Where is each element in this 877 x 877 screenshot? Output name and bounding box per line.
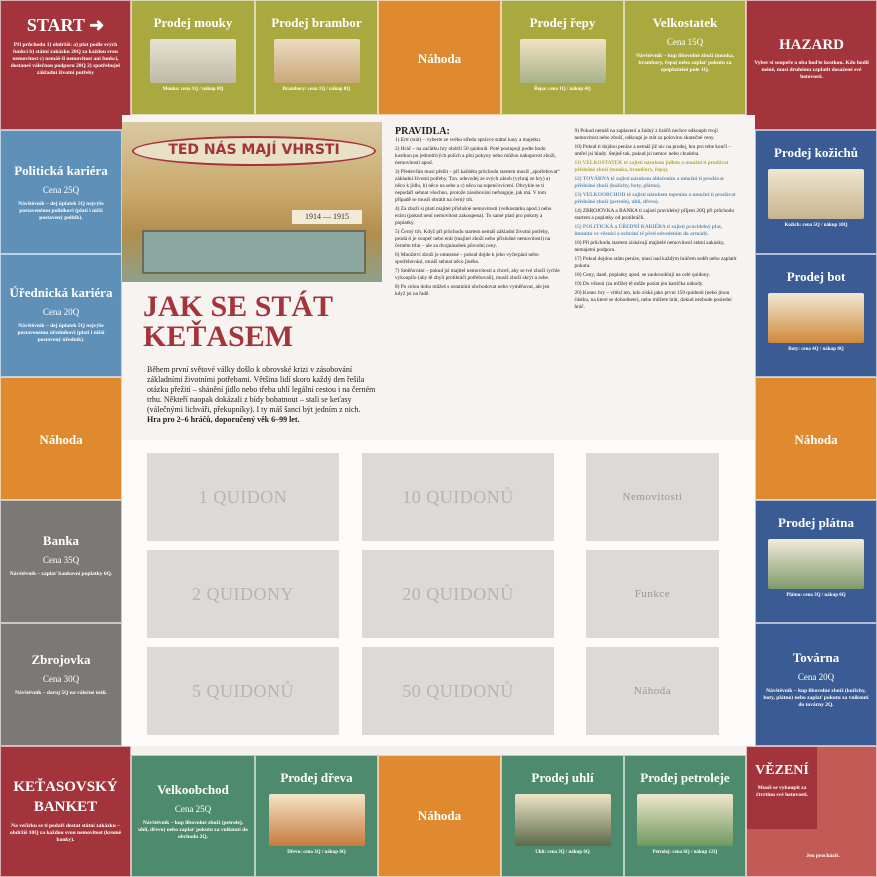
square-description: Návštěvník – kup libovolné zboží (kožichy, boty, plátno) nebo zaplať pokutu za vniknutí do továrny 2Q. [763,688,869,708]
square-politicka-kariera[interactable] [0,130,122,254]
square-banka[interactable] [0,500,122,623]
square-title: Prodej plátna [778,515,854,530]
rule-item: 16) Při průchodu startem získávají majitelé nemovitostí státní zakázky, nemajetní podporu. [574,240,725,253]
start-title: START [26,15,85,35]
square-price: Cena 20Q [797,672,835,682]
rule-item: 9) Pokud nemáš na zaplacení a žádný z hráčů nechce odkoupit tvoji nemovitost nebo zboží, odkoupí je stát za polovinu skutečné ceny. [574,128,718,141]
flour-sacks-illustration [150,39,236,83]
arrow-right-icon: ➜ [89,15,105,35]
square-description: Návštěvník – daruj 5Q na válečné úsilí. [15,690,107,696]
rules-block [395,128,740,311]
square-nahoda-top[interactable] [378,0,501,115]
rule-item: 15) POLITICKÁ a ÚŘEDNÍ KARIÉRA ti zajistí pravidelný plat, imunitu ve věznici a ochrání tě před odvedením do armády. [574,224,723,237]
square-price: Cena 20Q [42,307,80,317]
square-ketasovsky-banket[interactable] [0,746,131,877]
rule-item: 11) VELKOSTATEK tě zajistí nárokem jídlem a umožní ti prodávat příslušné zboží (mouka, brambory, řepa). [574,160,729,173]
square-caption: Mouka: cena 1Q / nákup 8Q [162,87,224,92]
oil-bottles-illustration [637,794,733,846]
rule-item: 13) VELKOOBCHOD tě zajistí nárokem topením a umožní ti prodávat příslušné zboží (petrolej, uhlí, dřevo). [574,192,736,205]
start-square[interactable] [0,0,131,130]
square-description: Návštěvník – kup libovolné zboží (mouka, brambory, řepa) nebo zaplať pokutu za zpoplatnění pole 1Q. [635,53,735,73]
square-price: Cena 25Q [42,185,80,195]
square-title: Banka [42,533,80,548]
stack-funkce[interactable]: Funkce [586,550,719,638]
square-title: Prodej mouky [153,15,233,30]
poster-banner: TED NÁS MAJÍ VHRSTI [132,136,376,166]
propaganda-poster-illustration [122,122,382,282]
rule-item: 10) Pokud ti dojdou peníze a nemáš již nic na prodej, hra pro tebe končí – umřel jsi hlady. Stejně tak, pokud jsi nemoc nebo chudoba. [574,144,732,157]
square-description: Musíš se vykoupit za čtvrtinu své hotovosti. [756,785,808,798]
square-title: Zbrojovka [31,652,91,667]
intro-text: Během první světové války došlo k obrovské krizi v zásobování základními životními potřebami. Většina lidí skoro každý den řešila otázku přežití – shánění jídlo nebo třeba uhlí legální cestou i na černém trhu. Někteří naopak dokázali z bídy bohatnout – stali se keťasy (válečnými lichváři, překupníky). I ty máš šanci být jedním z nich. [147,365,376,414]
square-velkoobchod[interactable] [131,755,255,877]
rule-item: 14) ZBROJOVKA a BANKA ti zajistí pravidelný příjem 20Q při průchodu startem a poplatky od protihráčů. [574,208,734,221]
square-nahoda-right[interactable] [755,377,877,500]
square-caption: Petrolej: cena 6Q / nákup 12Q [652,850,718,855]
rule-item: 17) Pokud dojdou státu peníze, musí nad každým hráčem sedět nebo zaplatit pokutu. [574,256,737,269]
square-title: Prodej bot [786,269,846,284]
square-title: Prodej petroleje [640,770,730,785]
square-description: Návštěvník – dej úplatek 5Q nejvýše postavenému politikovi (platí i nižší postavený politik). [18,201,104,221]
square-prodej-bot[interactable] [755,254,877,377]
rule-item: 7) Směňování – pokud jsi majitel nemovitosti a chceš, aby se tvé zboží rychle vykoupilo (aby tě zbylí protihráči potřebovali), musíš zboží skrýt u sebe. [395,268,560,281]
stack-20-quidonu[interactable]: 20 QUIDONŮ [362,550,554,638]
coal-cart-illustration [515,794,611,846]
rule-item: 4) Za zboží si platí majitel příslušné nemovitosti (velkostatku apod.) nebo eráru (pokud není nemovitost zakoupena). To samé platí pro pokuty a poplatky. [395,206,552,226]
rule-item: 6) Množství zboží je omezené – pokud dojde k jeho vyčerpání nebo spotřebování, musíš sehnat něco jiného. [395,252,539,265]
square-title: Továrna [792,650,840,665]
game-title-line1: JAK SE STÁT [143,290,334,323]
cloth-roll-illustration [768,539,864,589]
rules-title: PRAVIDLA: [395,126,450,137]
square-title: Prodej brambor [271,15,362,30]
stack-2-quidony[interactable]: 2 QUIDONY [147,550,339,638]
square-caption: Boty: cena 4Q / nákup 8Q [788,347,844,352]
square-caption: Kožich: cena 5Q / nákup 10Q [784,223,848,228]
game-intro [147,365,377,425]
game-title [143,292,333,352]
square-title: Prodej dřeva [280,770,353,785]
rule-item: 19) Do vězení (za mříže) tě může poslat jen kartička náhody. [574,281,704,287]
rule-item: 5) Černý trh. Když při průchodu startem nemáš základní životní potřeby, prodá ti je soupeř nebo erár (majitel zboží nebo příslušné nemovitosti) na černém trhu – ale za dvojnásobek původní ceny. [395,229,551,249]
square-price: Cena 25Q [174,804,212,814]
square-description: Návštěvník – kup libovolné zboží (petrolej, uhlí, dřevo) nebo zaplať pokutu za vniknutí do obchodu 2Q. [138,820,248,840]
square-nahoda-left[interactable] [0,377,122,500]
square-title: Prodej řepy [529,15,596,30]
square-description: Návštěvník – zaplať bankovní poplatky 6Q. [9,571,113,577]
square-title: Velkostatek [652,15,718,30]
square-title: KEŤASOVSKÝ BANKET [13,779,118,815]
square-title: HAZARD [778,37,844,53]
players-info: Hra pro 2–6 hráčů, doporučený věk 6–99 let. [147,415,300,424]
start-description: Při průchodu 1) obdržíš: a) plat podle svých funkcí b) státní zakázku 20Q za každou svou nemovitost c) nemáš-li nemovitost ani funkci, dostaneš válečnou podporu 20Q 2) spotřebuješ základní životní potřeby [10,42,121,76]
square-hazard[interactable] [746,0,877,130]
potatoes-illustration [274,39,360,83]
square-prodej-petroleje[interactable] [624,755,746,877]
game-title-line2: KEŤASEM [143,320,294,353]
fur-coat-illustration [768,169,864,219]
jail-inner-box [747,747,817,829]
boot-illustration [768,293,864,343]
square-urednicka-kariera[interactable] [0,254,122,377]
stack-nemovitosti[interactable]: Nemovitosti [586,453,719,541]
firewood-illustration [269,794,365,846]
square-velkostatek[interactable] [624,0,746,115]
square-caption: Uhlí: cena 3Q / nákup 6Q [535,850,590,855]
square-title: Náhoda [417,808,462,823]
square-title: Velkoobchod [157,782,229,797]
rule-item: 3) Především musí přežít – při každém průchodu startem musíš „spotřebovat“ základní životní potřeby. Tzn. odevzdej ze svých zásob (vyhraj ze hry) a) něco k jídlu, b) něco na sebe a c) něco na topení/svícení. Obvykle se ti nepodaří sehnat všechno, protože zásobování nefunguje, jak má. V tom případě se musíš obrátit na černý trh. [395,169,560,203]
square-title: Náhoda [39,432,83,447]
square-price: Cena 35Q [42,555,80,565]
square-prodej-brambor[interactable] [255,0,378,115]
square-title: Prodej kožichů [774,145,858,160]
rule-item: 2) Hráč – na začátku hry obdrží 50 quidonů. Poté postupují podle hodu kostkou po jednotlivých polích a plní pokyny nebo můžou nakupovat zboží, nemovitosti apod. [395,146,557,166]
square-caption: Dřevo: cena 3Q / nákup 6Q [287,850,346,855]
square-prodej-platna[interactable] [755,500,877,623]
square-vezeni[interactable] [746,746,877,877]
square-prodej-dreva[interactable] [255,755,378,877]
rule-item: 12) TOVÁRNA tě zajistí nárokem oblečením a umožní ti prodávat příslušné zboží (kožichy, boty, plátno). [574,176,724,189]
jail-passing-note: Jen procházíš. [806,853,840,859]
square-description: Návštěvník – dej úplatek 5Q nejvýše postavenému úředníkovi (platí i nižší postavený úředník). [17,323,105,343]
square-price: Cena 15Q [666,37,704,47]
square-tovarna[interactable] [755,623,877,746]
stack-nahoda[interactable]: Náhoda [586,647,719,735]
stack-5-quidonu[interactable]: 5 QUIDONŮ [147,647,339,735]
square-prodej-kozichu[interactable] [755,130,877,254]
square-title: Prodej uhlí [531,770,594,785]
square-nahoda-bottom[interactable] [378,755,501,877]
square-description: Vyber si soupeře a oba hoďte kostkou. Kdo hodil méně, musí druhému zaplatit dosažené své hotovosti. [754,60,869,80]
square-prodej-repy[interactable] [501,0,624,115]
square-prodej-mouky[interactable] [131,0,255,115]
square-prodej-uhli[interactable] [501,755,624,877]
rule-item: 8) Po celou dobu můžeš s ostatními obchodovat nebo vyměňovat, ale jen když jsi na řadě. [395,284,550,297]
square-zbrojovka[interactable] [0,623,122,746]
square-caption: Plátno: cena 3Q / nákup 6Q [786,593,846,598]
poster-years: 1914 — 1915 [292,210,362,224]
beet-harvest-illustration [520,39,606,83]
square-title: Politická kariéra [14,163,108,178]
rule-item: 18) Ceny, daně, poplatky apod. se zaokrouhlují na celé quidony. [574,272,711,278]
rule-item: 20) Konec hry – vítězí ten, kdo získá jako první 150 quidonů (nebo jinou částku, na které se dohodnete), nebo můžete hrát, dokud nezbude poslední hráč. [574,290,732,310]
rule-item: 1) Ertr (stát) – vyberte ze svého středu správce státní kasy a majetku. [395,137,542,143]
square-title: Úřednická kariéra [9,285,113,300]
square-title: Náhoda [417,51,462,66]
square-caption: Řepa: cena 1Q / nákup 4Q [534,87,591,92]
square-title: Náhoda [794,432,838,447]
stack-10-quidonu[interactable]: 10 QUIDONŮ [362,453,554,541]
square-caption: Brambory: cena 1Q / nákup 8Q [282,87,351,92]
stack-50-quidonu[interactable]: 50 QUIDONŮ [362,647,554,735]
square-description: Na večírku se ti podaří dostat státní zakázku – obdržíš 10Q za každou svou nemovitost (kromě banky). [9,823,122,843]
stack-1-quidon[interactable]: 1 QUIDON [147,453,339,541]
poster-crate [142,230,366,274]
square-title: VĚZENÍ [755,763,809,778]
square-price: Cena 30Q [42,674,80,684]
